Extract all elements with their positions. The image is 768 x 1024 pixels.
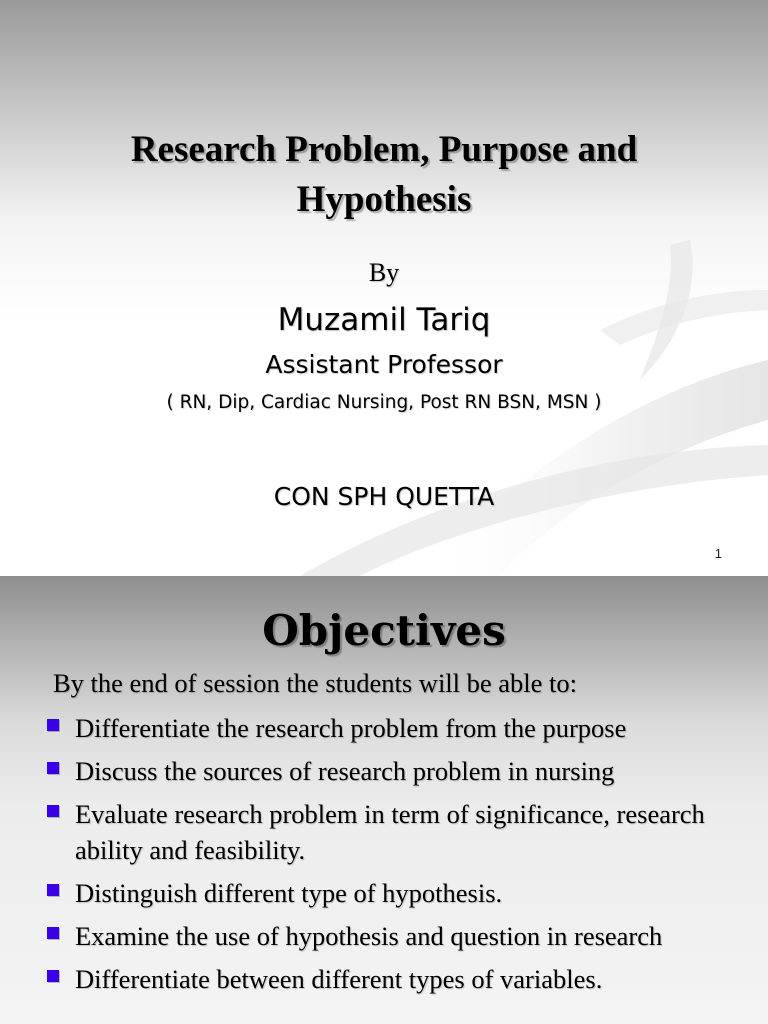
list-item-text: Examine the use of hypothesis and question in research [75,921,663,951]
list-item-text: Evaluate research problem in term of significance, research ability and feasibility. [75,799,705,865]
slide-number: 1 [714,546,722,561]
square-bullet-icon [47,762,59,774]
list-item [0,753,768,789]
objectives-intro: By the end of session the students will be able to: [53,668,578,698]
square-bullet-icon [47,927,59,939]
square-bullet-icon [47,970,59,982]
list-item-text: Differentiate between different types of variables. [75,964,603,994]
list-item-text: Discuss the sources of research problem in nursing [75,756,615,786]
list-item [0,961,768,997]
square-bullet-icon [47,805,59,817]
author-name: Muzamil Tariq [277,302,491,338]
author-role: Assistant Professor [265,350,503,379]
slide-title: Research Problem, Purpose and Hypothesis [130,129,638,220]
list-item [0,918,768,954]
list-item [0,796,768,868]
square-bullet-icon [47,719,59,731]
list-item [0,710,768,746]
slide-title: Objectives [262,606,506,655]
list-item [0,875,768,911]
list-item-text: Differentiate the research problem from the purpose [75,713,627,743]
objectives-slide [0,576,768,1024]
institution-name: CON SPH QUETTA [273,482,495,511]
square-bullet-icon [47,884,59,896]
list-item-text: Distinguish different type of hypothesis. [75,878,503,908]
author-credentials: ( RN, Dip, Cardiac Nursing, Post RN BSN, MSN ) [166,392,602,413]
by-label: By [368,258,400,287]
objectives-list [0,710,768,1004]
